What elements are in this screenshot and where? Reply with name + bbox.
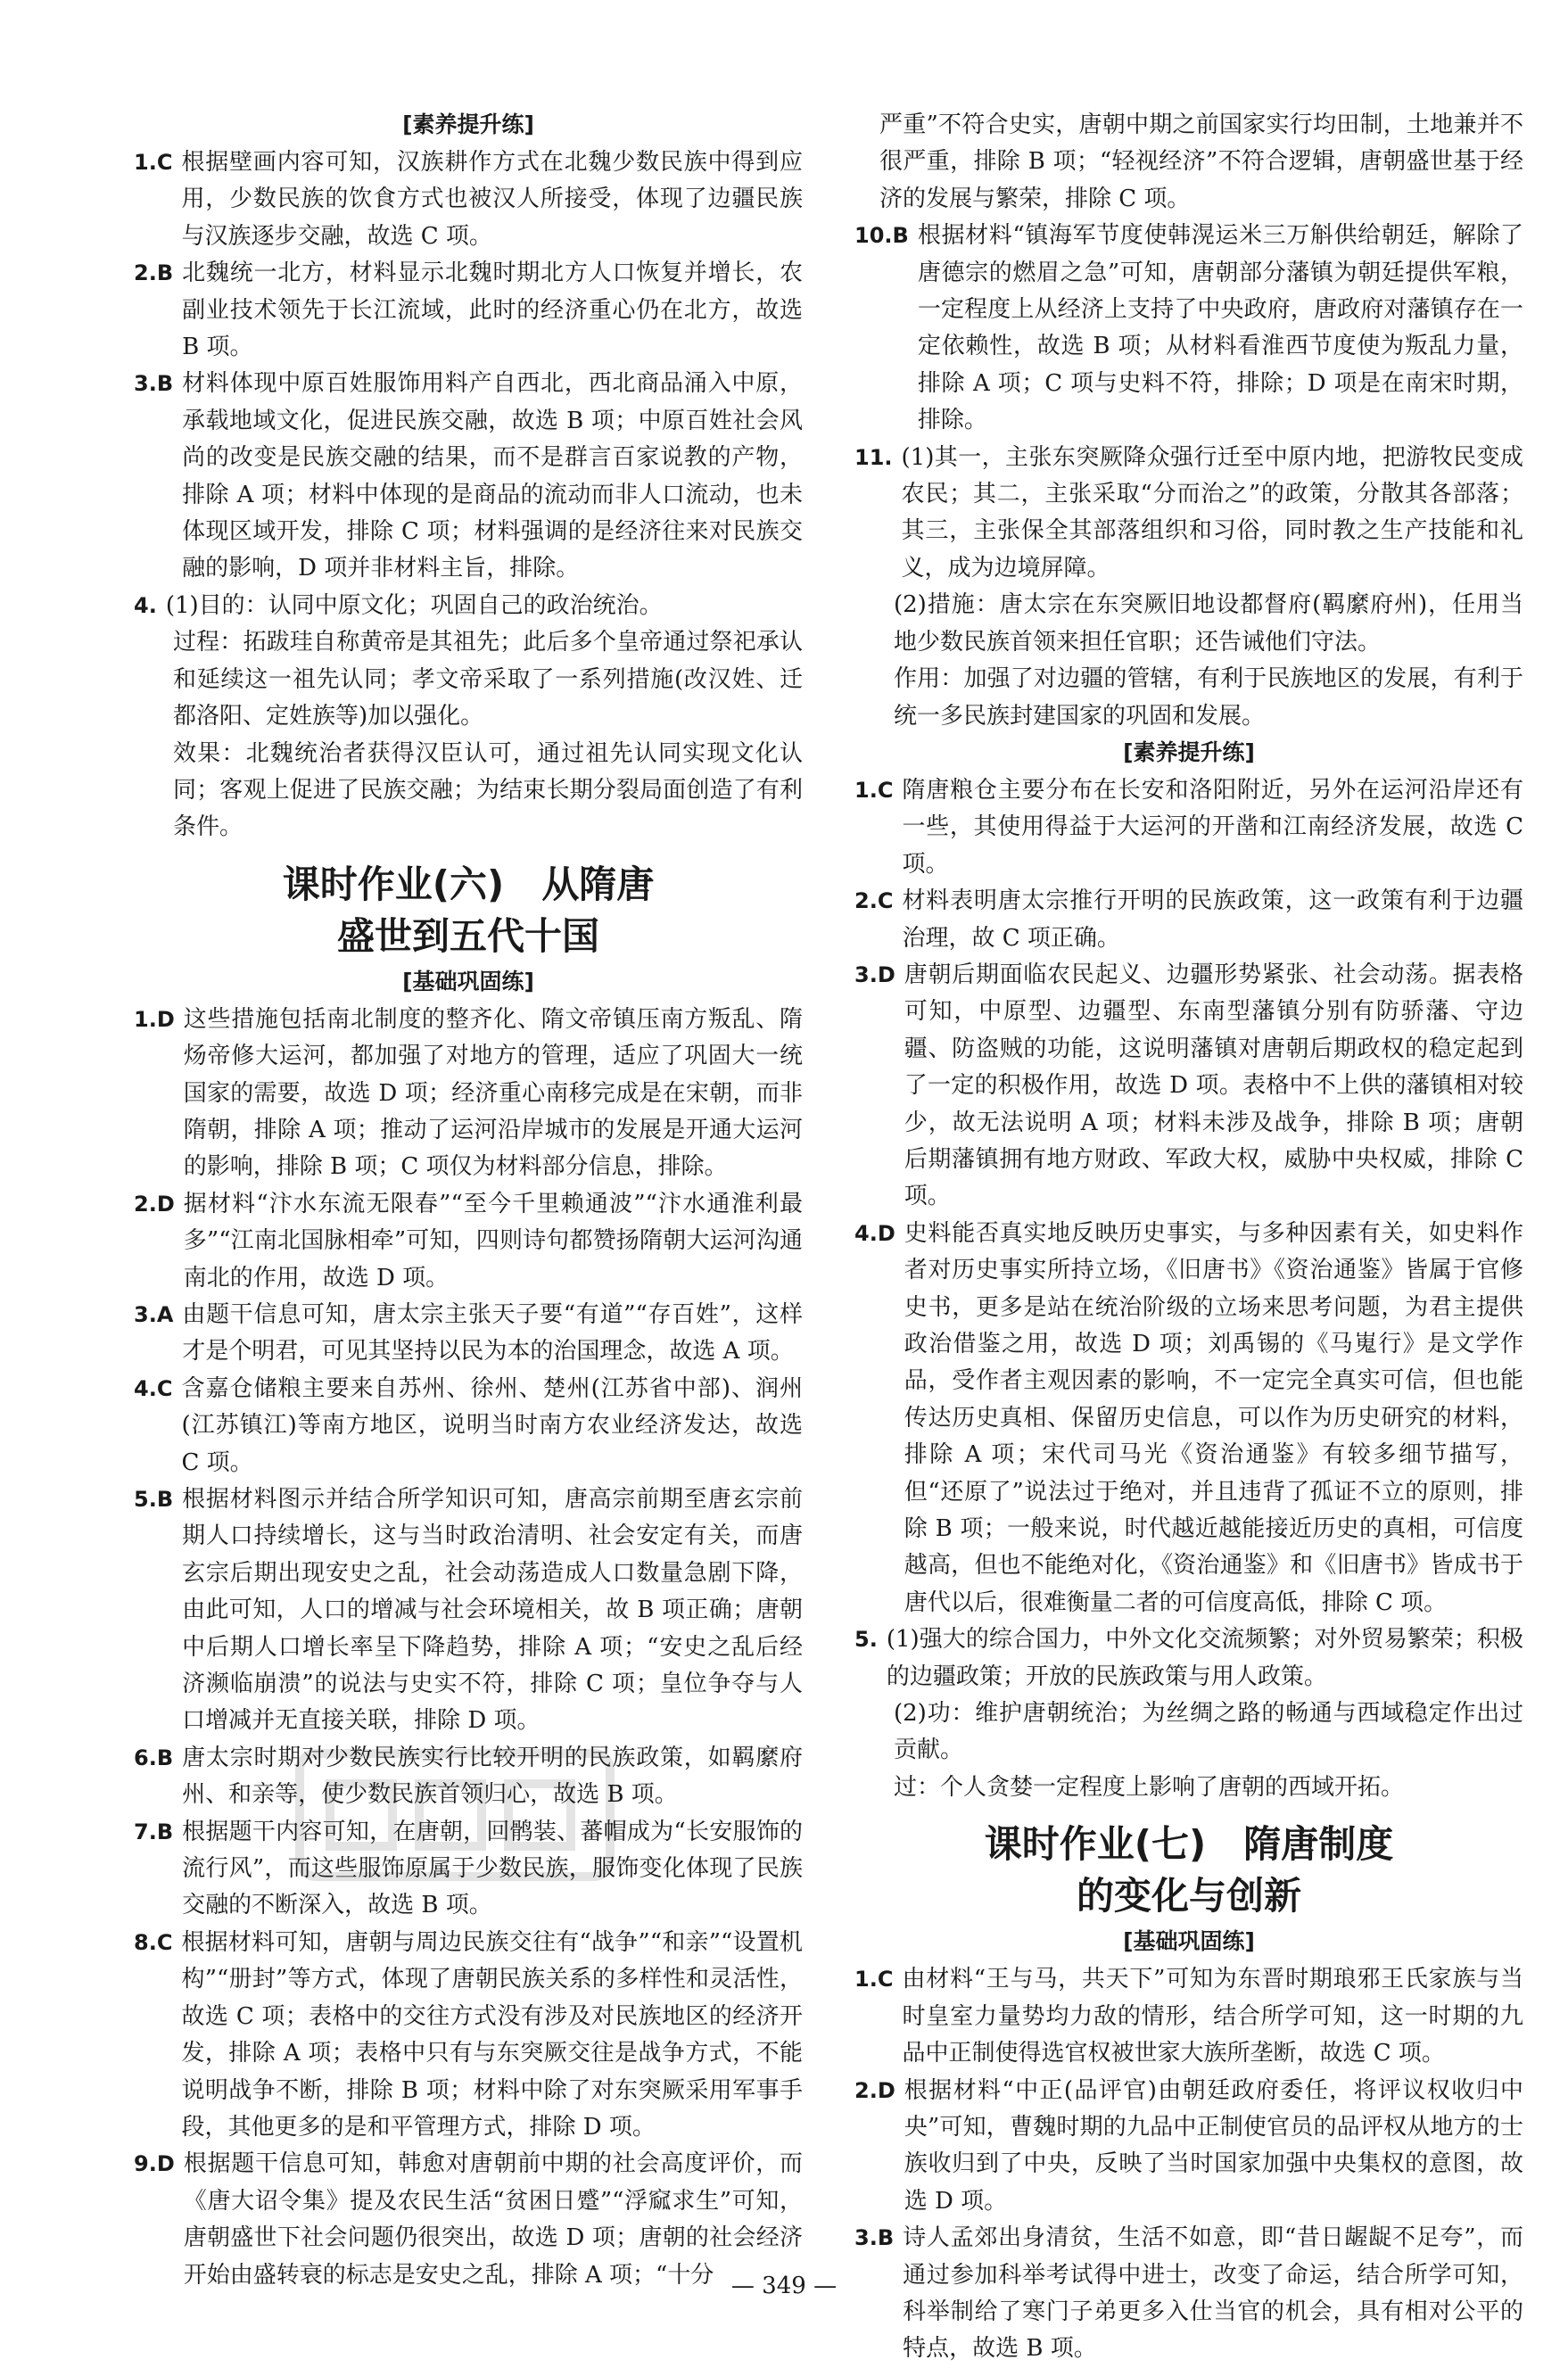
answer-text: (1)其一，主张东突厥降众强行迁至中原内地，把游牧民变成农民；其二，主张采取“分而治之”的政策，分散其各部落；其三，主张保全其部落组织和习俗，同时教之生产技能和礼义，成为边境屏障。	[901, 443, 1523, 582]
answer-number: 10.B	[854, 223, 909, 249]
answer-subtext: 效果：北魏统治者获得汉臣认可，通过祖先认同实现文化认同；客观上促进了民族交融；为结束长期分裂局面创造了有利条件。	[173, 739, 803, 841]
answer-number: 5.	[854, 1627, 878, 1653]
answer-number: 8.C	[134, 1929, 173, 1955]
answer-text: 根据题干内容可知，在唐朝，回鹘装、蕃帽成为“长安服饰的流行风”，而这些服饰原属于少数民族，服饰变化体现了民族交融的不断深入，故选 B 项。	[182, 1818, 803, 1919]
answer-text: 根据材料可知，唐朝与周边民族交往有“战争”“和亲”“设置机构”“册封”等方式，体现了唐朝民族关系的多样性和灵活性，故选 C 项；表格中的交往方式没有涉及对民族地区的经济开发，排除 A 项；表格中只有与东突厥交往是战争方式，不能说明战争不断，排除 B 项；材料中除了对东突厥采用军事手段，其他更多的是和平管理方式，排除 D 项。	[181, 1928, 803, 2141]
answer-item	[134, 1925, 803, 2146]
right-column	[854, 107, 1523, 2368]
answer-number: 4.C	[134, 1375, 173, 1401]
chapter-title	[854, 1819, 1523, 1922]
chapter-title-line: 课时作业(六) 从隋唐	[282, 862, 655, 906]
section-title: [素养提升练]	[402, 111, 534, 137]
answer-subtext: 作用：加强了对边疆的管辖，有利于民族地区的发展，有利于统一多民族封建国家的巩固和发展。	[894, 665, 1523, 730]
answer-number: 3.A	[134, 1301, 174, 1327]
answer-item	[134, 1814, 803, 1925]
section-title: [素养提升练]	[1123, 738, 1255, 765]
answer-number: 9.D	[134, 2151, 175, 2177]
answer-item	[134, 1740, 803, 1814]
answer-text: 根据材料图示并结合所学知识可知，唐高宗前期至唐玄宗前期人口持续增长，这与当时政治清明、社会安定有关，而唐玄宗后期出现安史之乱，社会动荡造成人口数量急剧下降，由此可知，人口的增减与社会环境相关，故 B 项正确；唐朝中后期人口增长率呈下降趋势，排除 A 项；“安史之乱后经济濒临崩溃”的说法与史实不符，排除 C 项；皇位争夺与人口增减并无直接关联，排除 D 项。	[182, 1486, 803, 1735]
answer-item	[854, 218, 1523, 439]
answer-item	[134, 1371, 803, 1481]
answer-text: 根据材料“镇海军节度使韩滉运米三万斛供给朝廷，解除了唐德宗的燃眉之急”可知，唐朝部分藩镇为朝廷提供军粮，一定程度上从经济上支持了中央政府，唐政府对藩镇存在一定依赖性，故选 B 项；从材料看淮西节度使为叛乱力量，排除 A 项；C 项与史料不符，排除；D 项是在南宋时期，排除。	[917, 222, 1523, 434]
answer-item	[854, 772, 1523, 883]
answer-number: 3.B	[854, 2225, 895, 2251]
chapter-title-line: 盛世到五代十国	[336, 913, 599, 958]
answer-text: 根据壁画内容可知，汉族耕作方式在北魏少数民族中得到应用，少数民族的饮食方式也被汉人所接受，体现了边疆民族与汉族逐步交融，故选 C 项。	[181, 149, 803, 250]
answer-text: 根据题干信息可知，韩愈对唐朝前中期的社会高度评价，而《唐大诏令集》提及农民生活“贫困日蹙”“浮窳求生”可知，唐朝盛世下社会问题仍很突出，故选 D 项；唐朝的社会经济开始由盛转衰的标志是安史之乱，排除 A 项；“十分	[183, 2150, 803, 2289]
answer-number: 1.C	[854, 1967, 894, 1993]
answer-item	[134, 588, 803, 624]
answer-subtext: 过：个人贪婪一定程度上影响了唐朝的西域开拓。	[894, 1773, 1405, 1801]
answer-item	[854, 2073, 1523, 2221]
chapter-title-line: 的变化与创新	[1076, 1874, 1301, 1918]
answer-item	[854, 1621, 1523, 1696]
answer-item	[854, 957, 1523, 1216]
answer-text: 唐太宗时期对少数民族实行比较开明的民族政策，如羁縻府州、和亲等，使少数民族首领归心，故选 B 项。	[182, 1744, 803, 1809]
answer-text: 含嘉仓储粮主要来自苏州、徐州、楚州(江苏省中部)、润州(江苏镇江)等南方地区，说明当时南方农业经济发达，故选 C 项。	[181, 1374, 803, 1476]
answer-number: 6.B	[134, 1745, 174, 1770]
answer-item	[134, 366, 803, 587]
answer-item	[134, 1481, 803, 1740]
chapter-title-line: 课时作业(七) 隋唐制度	[984, 1822, 1394, 1867]
answer-text: 材料体现中原百姓服饰用料产自西北，西北商品涌入中原，承载地域文化，促进民族交融，故选 B 项；中原百姓社会风尚的改变是民族交融的结果，而不是群言百家说教的产物，排除 A 项；材料中体现的是商品的流动而非人口流动，也未体现区域开发，排除 C 项；材料强调的是经济往来对民族交融的影响，D 项并非材料主旨，排除。	[182, 370, 803, 582]
chapter-title	[134, 859, 803, 962]
answer-number: 4.D	[854, 1220, 895, 1246]
section-title: [基础巩固练]	[402, 968, 534, 994]
section-title: [基础巩固练]	[1123, 1928, 1255, 1955]
answer-subtext: 过程：拓跋珪自称黄帝是其祖先；此后多个皇帝通过祭祀承认和延续这一祖先认同；孝文帝采取了一系列措施(改汉姓、迁都洛阳、定姓族等)加以强化。	[173, 629, 803, 730]
answer-number: 5.B	[134, 1487, 174, 1512]
answer-number: 1.C	[854, 777, 894, 803]
answer-text: 根据材料“中正(品评官)由朝廷政府委任，将评议权收归中央”可知，曹魏时期的九品中正制使官员的品评权从地方的士族收归到了中央，反映了当时国家加强中央集权的意图，故选 D 项。	[904, 2076, 1523, 2215]
answer-text: 据材料“汴水东流无限春”“至今千里赖通波”“汴水通淮利最多”“江南北国脉相牵”可知，四则诗句都赞扬隋朝大运河沟通南北的作用，故选 D 项。	[183, 1190, 803, 1291]
answer-text: 隋唐粮仓主要分布在长安和洛阳附近，另外在运河沿岸还有一些，其使用得益于大运河的开凿和江南经济发展，故选 C 项。	[902, 776, 1523, 878]
answer-text: 北魏统一北方，材料显示北魏时期北方人口恢复并增长，农副业技术领先于长江流域，此时的经济重心仍在北方，故选 B 项。	[182, 260, 803, 361]
answer-number: 7.B	[134, 1819, 174, 1844]
answer-item	[854, 1961, 1523, 2072]
answer-item	[134, 144, 803, 255]
answer-text: (1)强大的综合国力，中外文化交流频繁；对外贸易繁荣；积极的边疆政策；开放的民族政策与用人政策。	[886, 1626, 1523, 1690]
answer-item	[134, 255, 803, 366]
page-number: — 349 —	[730, 2273, 838, 2299]
answer-text: 这些措施包括南北制度的整齐化、隋文帝镇压南方叛乱、隋炀帝修大运河，都加强了对地方的管理，适应了巩固大一统国家的需要，故选 D 项；经济重心南移完成是在宋朝，而非隋朝，排除 A 项；推动了运河沿岸城市的发展是开通大运河的影响，排除 B 项；C 项仅为材料部分信息，排除。	[183, 1005, 803, 1181]
answer-text: 材料表明唐太宗推行开明的民族政策，这一政策有利于边疆治理，故 C 项正确。	[902, 887, 1523, 952]
answer-text: 由材料“王与马，共天下”可知为东晋时期琅邪王氏家族与当时皇室力量势均力敌的情形，结合所学可知，这一时期的九品中正制使得选官权被世家大族所垄断，故选 C 项。	[902, 1966, 1523, 2067]
answer-item	[134, 1186, 803, 1297]
answer-number: 2.D	[854, 2077, 895, 2103]
answer-item	[854, 1216, 1523, 1621]
answer-text: 诗人孟郊出身清贫，生活不如意，即“昔日龌龊不足夸”，而通过参加科举考试得中进士，改变了命运，结合所学可知，科举制给了寒门子弟更多入仕当官的机会，具有相对公平的特点，故选 B 项。	[903, 2224, 1523, 2363]
left-column	[134, 107, 803, 2294]
answer-number: 1.D	[134, 1006, 175, 1032]
answer-text: 唐朝后期面临农民起义、边疆形势紧张、社会动荡。据表格可知，中原型、边疆型、东南型藩镇分别有防骄藩、守边疆、防盗贼的功能，这说明藩镇对唐朝后期政权的稳定起到了一定的积极作用，故选 D 项。表格中不上供的藩镇相对较少，故无法说明 A 项；材料未涉及战争，排除 B 项；唐朝后期藩镇拥有地方财政、军政大权，威胁中央权威，排除 C 项。	[904, 961, 1523, 1210]
answer-number: 2.C	[854, 888, 894, 914]
answer-number: 3.B	[134, 371, 174, 397]
answer-item	[134, 1002, 803, 1186]
answer-text: 由题干信息可知，唐太宗主张天子要“有道”“存百姓”，这样才是个明君，可见其坚持以民为本的治国理念，故选 A 项。	[182, 1300, 803, 1366]
answer-subtext: (2)功：维护唐朝统治；为丝绸之路的畅通与西域稳定作出过贡献。	[894, 1700, 1523, 1764]
answer-item	[854, 883, 1523, 957]
answer-number: 3.D	[854, 961, 895, 987]
answer-number: 2.B	[134, 260, 174, 286]
answer-number: 1.C	[134, 150, 173, 175]
answer-number: 11.	[854, 444, 893, 470]
answer-text: 史料能否真实地反映历史事实，与多种因素有关，如史料作者对历史事实所持立场，《旧唐书》《资治通鉴》皆属于官修史书，更多是站在统治阶级的立场来思考问题，为君主提供政治借鉴之用，故选 D 项；刘禹锡的《马嵬行》是文学作品，受作者主观因素的影响，不一定完全真实可信，但也能传达历史真相、保留历史信息，可以作为历史研究的材料，排除 A 项；宋代司马光《资治通鉴》有较多细节描写，但“还原了”说法过于绝对，并且违背了孤证不立的原则，排除 B 项；一般来说，时代越近越能接近历史的真相，可信度越高，但也不能绝对化，《资治通鉴》和《旧唐书》皆成书于唐代以后，很难衡量二者的可信度高低，排除 C 项。	[904, 1219, 1523, 1616]
answer-item	[134, 1297, 803, 1371]
answer-number: 2.D	[134, 1191, 175, 1217]
answer-subtext: (2)措施：唐太宗在东突厥旧地设都督府(羁縻府州)，任用当地少数民族首领来担任官职；还告诫他们守法。	[894, 591, 1523, 656]
answer-item	[854, 440, 1523, 588]
answer-continuation: 严重”不符合史实，唐朝中期之前国家实行均田制，土地兼并不很严重，排除 B 项；“轻视经济”不符合逻辑，唐朝盛世基于经济的发展与繁荣，排除 C 项。	[879, 111, 1523, 212]
answer-number: 4.	[134, 592, 157, 618]
answer-text: (1)目的：认同中原文化；巩固自己的政治统治。	[165, 591, 663, 619]
